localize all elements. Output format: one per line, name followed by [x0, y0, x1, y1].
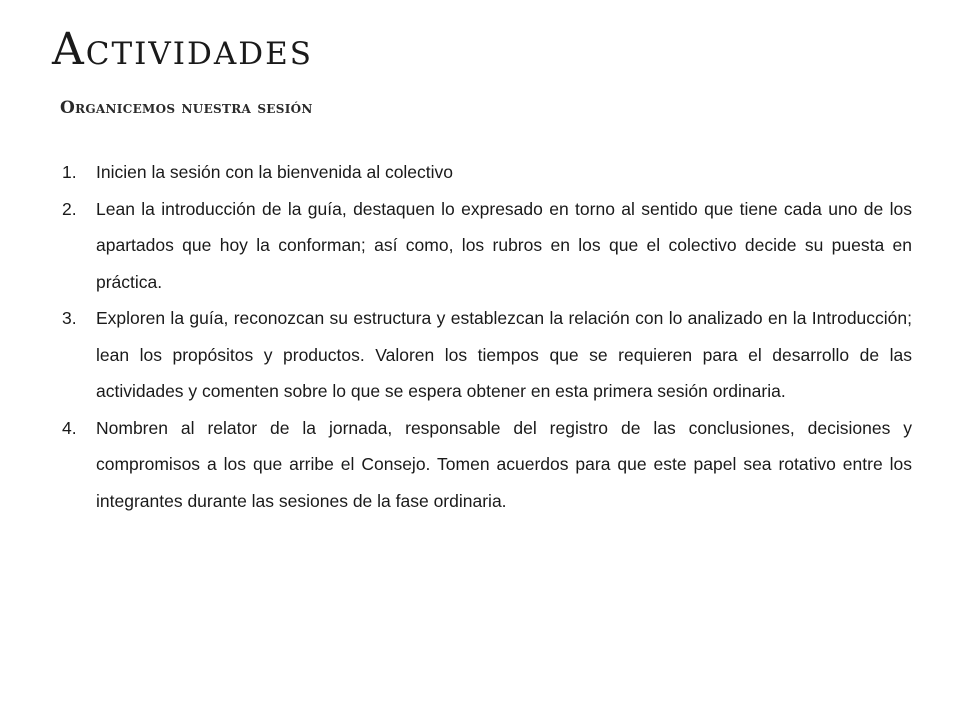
list-item-1	[62, 154, 912, 191]
list-item-number: 1.	[62, 162, 77, 182]
list-item-3	[62, 300, 912, 410]
list-item-text: Exploren la guía, reconozcan su estructura y establezcan la relación con lo analizado en la Introducción; lean los propósitos y productos. Valoren los tiempos que se requieren para el desarrollo de las actividades y comenten sobre lo que se espera obtener en esta primera sesión ordinaria.	[96, 308, 912, 401]
section-subtitle: Organicemos nuestra sesión	[60, 98, 313, 118]
page-title: Actividades	[52, 24, 314, 75]
list-item-text: Inicien la sesión con la bienvenida al colectivo	[96, 162, 454, 182]
list-item-number: 3.	[62, 308, 77, 328]
list-item-2	[62, 191, 912, 301]
list-item-number: 4.	[62, 417, 77, 438]
list-item-4	[62, 410, 912, 520]
activity-list	[62, 154, 912, 519]
list-item-number: 2.	[62, 198, 77, 219]
list-item-text: Lean la introducción de la guía, destaquen lo expresado en torno al sentido que tiene cada uno de los apartados que hoy la conforman; así como, los rubros en los que el colectivo decide su puesta en práctica.	[96, 198, 912, 292]
list-item-text: Nombren al relator de la jornada, responsable del registro de las conclusiones, decisiones y compromisos a los que arribe el Consejo. Tomen acuerdos para que este papel sea rotativo entre los integrantes durante las sesiones de la fase ordinaria.	[96, 417, 912, 511]
